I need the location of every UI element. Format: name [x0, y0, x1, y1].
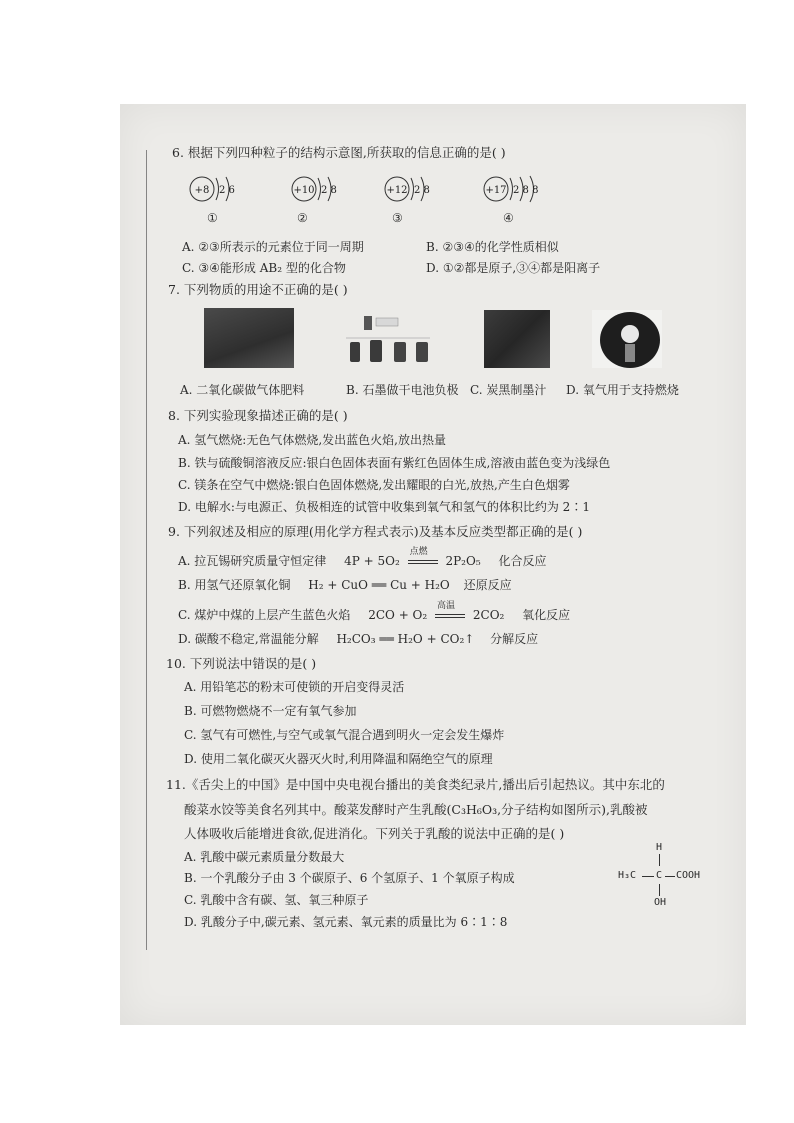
struct-h3c: H₃C [618, 870, 637, 881]
question-6-option-b: B. ②③④的化学性质相似 [426, 240, 559, 254]
question-7-stem: 7. 下列物质的用途不正确的是( ) [168, 282, 348, 297]
q9c-eq-left: 2CO + O₂ [368, 608, 428, 622]
question-8-option-b: B. 铁与硫酸铜溶液反应:银白色固体表面有紫红色固体生成,溶液由蓝色变为浅绿色 [178, 456, 611, 470]
q9c-eq-right: 2CO₂ [472, 608, 505, 622]
q9d-type: 分解反应 [490, 632, 539, 646]
question-9-option-a [178, 547, 547, 569]
carbon-black-photo [484, 310, 550, 368]
particle-4-diagram [482, 172, 554, 206]
question-8-option-d: D. 电解水:与电源正、负极相连的试管中收集到氧气和氢气的体积比约为 2∶1 [178, 500, 590, 514]
question-6-stem: 6. 根据下列四种粒子的结构示意图,所获取的信息正确的是( ) [172, 145, 506, 160]
question-11-option-b: B. 一个乳酸分子由 3 个碳原子、6 个氢原子、1 个氧原子构成 [184, 871, 515, 885]
particle-2-shells: 2 8 [321, 185, 337, 196]
question-9-stem: 9. 下列叙述及相应的原理(用化学方程式表示)及基本反应类型都正确的是( ) [168, 524, 583, 539]
q9b-type: 还原反应 [463, 578, 512, 592]
particle-1-shells: 2 6 [219, 185, 235, 196]
question-8-stem: 8. 下列实验现象描述正确的是( ) [168, 408, 348, 423]
particle-2-nucleus: +10 [293, 185, 315, 196]
q9d-eq: H₂CO₃ ══ H₂O + CO₂↑ [336, 632, 475, 646]
question-10-stem: 10. 下列说法中错误的是( ) [166, 656, 317, 671]
question-11-option-c: C. 乳酸中含有碳、氢、氧三种原子 [184, 893, 369, 907]
struct-oh: OH [654, 897, 667, 908]
question-10-option-a: A. 用铅笔芯的粉末可使锁的开启变得灵活 [184, 680, 405, 694]
greenhouse-photo [204, 308, 294, 368]
question-10-option-c: C. 氢气有可燃性,与空气或氧气混合遇到明火一定会发生爆炸 [184, 728, 505, 742]
particle-4-shells: 2 8 8 [513, 185, 539, 196]
margin-line [146, 150, 147, 950]
question-11-line-3: 人体吸收后能增进食欲,促进消化。下列关于乳酸的说法中正确的是( ) [184, 826, 565, 841]
q9c-type: 氧化反应 [522, 608, 571, 622]
q9c-condition-text: 高温 [437, 601, 456, 611]
question-8-option-c: C. 镁条在空气中燃烧:银白色固体燃烧,发出耀眼的白光,放热,产生白色烟雾 [178, 478, 570, 492]
particle-3-shells: 2 8 [414, 185, 430, 196]
q9c-condition [435, 601, 465, 622]
question-7-option-d: D. 氧气用于支持燃烧 [566, 383, 679, 397]
struct-h: H [656, 842, 663, 853]
particle-4-label: ④ [503, 211, 514, 225]
question-9-option-b [178, 576, 512, 593]
particle-2-label: ② [297, 211, 308, 225]
question-6-option-c: C. ③④能形成 AB₂ 型的化合物 [182, 261, 346, 275]
struct-c: C [656, 870, 663, 881]
question-6-option-d: D. ①②都是原子,③④都是阳离子 [426, 261, 601, 275]
q9a-type: 化合反应 [498, 554, 547, 568]
particle-3-nucleus: +12 [386, 185, 408, 196]
q9a-condition [408, 547, 438, 568]
lactic-acid-structure [618, 842, 718, 912]
q9d-text: D. 碳酸不稳定,常温能分解 [178, 632, 319, 646]
particle-1-diagram [188, 172, 248, 206]
q9b-eq: H₂ + CuO ══ Cu + H₂O [308, 578, 450, 592]
question-10-option-b: B. 可燃物燃烧不一定有氧气参加 [184, 704, 357, 718]
question-9-option-c [178, 601, 571, 623]
question-11-line-1: 11.《舌尖上的中国》是中国中央电视台播出的美食类纪录片,播出后引起热议。其中东北的 [166, 777, 665, 792]
question-6-option-a: A. ②③所表示的元素位于同一周期 [182, 240, 364, 254]
question-11-option-d: D. 乳酸分子中,碳元素、氢元素、氧元素的质量比为 6∶1∶8 [184, 915, 508, 929]
q9a-eq-left: 4P + 5O₂ [344, 554, 400, 568]
question-11-option-a: A. 乳酸中碳元素质量分数最大 [184, 850, 345, 864]
particle-4-nucleus: +17 [485, 185, 507, 196]
particle-1-label: ① [207, 211, 218, 225]
struct-cooh: COOH [676, 870, 701, 881]
q9b-text: B. 用氢气还原氧化铜 [178, 578, 291, 592]
question-8-option-a: A. 氢气燃烧:无色气体燃烧,发出蓝色火焰,放出热量 [178, 433, 446, 447]
particle-2-diagram [290, 172, 350, 206]
particle-3-label: ③ [392, 211, 403, 225]
question-7-option-a: A. 二氧化碳做气体肥料 [180, 383, 305, 397]
particle-3-diagram [383, 172, 443, 206]
q9a-text: A. 拉瓦锡研究质量守恒定律 [178, 554, 327, 568]
q9a-condition-text: 点燃 [409, 547, 428, 557]
q9a-eq-right: 2P₂O₅ [445, 554, 481, 568]
q9c-text: C. 煤炉中煤的上层产生蓝色火焰 [178, 608, 351, 622]
particle-1-nucleus: +8 [194, 185, 210, 196]
question-9-option-d [178, 630, 538, 647]
oxygen-combustion-photo [592, 310, 662, 368]
question-10-option-d: D. 使用二氧化碳灭火器灭火时,利用降温和隔绝空气的原理 [184, 752, 493, 766]
question-7-option-b: B. 石墨做干电池负极 [346, 383, 459, 397]
question-11-line-2: 酸菜水饺等美食名列其中。酸菜发酵时产生乳酸(C₃H₆O₃,分子结构如图所示),乳酸被 [184, 802, 648, 817]
question-7-option-c: C. 炭黑制墨汁 [470, 383, 547, 397]
battery-photo [340, 310, 440, 368]
